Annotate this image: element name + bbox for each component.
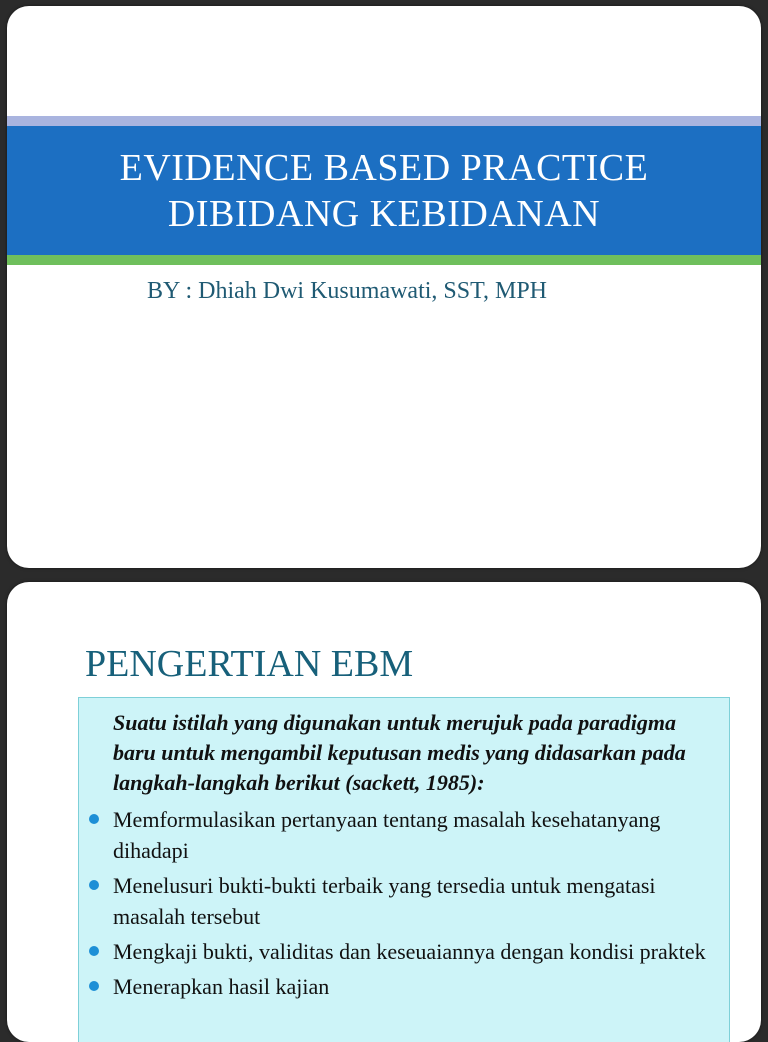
list-item [103,936,719,967]
list-item [103,870,719,932]
slide-subtitle: BY : Dhiah Dwi Kusumawati, SST, MPH [147,278,548,304]
slide-title [120,145,649,237]
bullet-dot-icon [89,880,99,890]
content-box [78,697,730,1042]
title-band-top-stripe [7,116,761,126]
list-item-text: Memformulasikan pertanyaan tentang masalah kesehatanyang dihadapi [113,807,661,863]
content-slide [7,582,761,1042]
slide-title-line-1: EVIDENCE BASED PRACTICE [119,146,649,189]
list-item-text: Menerapkan hasil kajian [113,974,330,999]
list-item [103,971,719,1002]
bullet-dot-icon [89,981,99,991]
slide-title-line-2: DIBIDANG KEBIDANAN [167,192,601,235]
list-item-text: Mengkaji bukti, validitas dan keseuaiannya dengan kondisi praktek [113,939,706,964]
title-band-bottom-stripe [7,255,761,265]
bullet-dot-icon [89,814,99,824]
title-band-main [7,126,761,255]
title-slide [7,6,761,568]
bullet-list [103,804,719,1002]
title-band [7,116,761,266]
intro-text: Suatu istilah yang digunakan untuk merujuk pada paradigma baru untuk mengambil keputusan medis yang didasarkan pada langkah-langkah berikut (sackett, 1985): [113,710,686,795]
bullet-dot-icon [89,946,99,956]
list-item [103,804,719,866]
slide-heading: PENGERTIAN EBM [85,643,414,685]
list-item-text: Menelusuri bukti-bukti terbaik yang tersedia untuk mengatasi masalah tersebut [113,873,656,929]
